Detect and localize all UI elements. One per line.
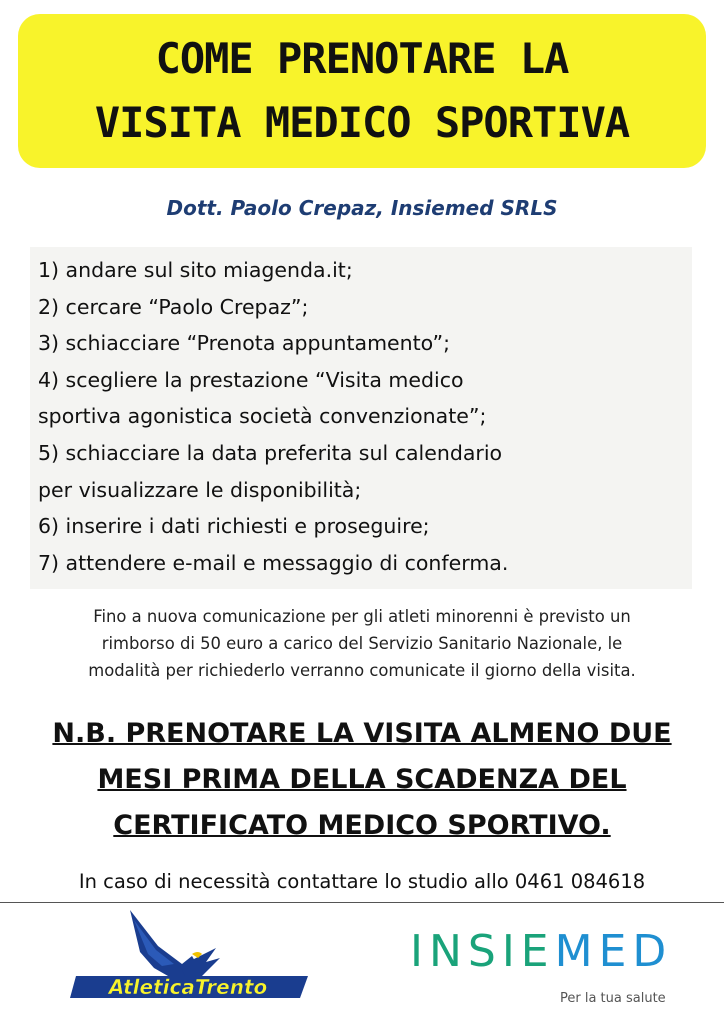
insiemed-wordmark	[410, 926, 672, 977]
author-line: Dott. Paolo Crepaz, Insiemed SRLS	[166, 196, 558, 220]
nb-line: MESI PRIMA DELLA SCADENZA DEL	[97, 764, 627, 795]
nb-line: N.B. PRENOTARE LA VISITA ALMENO DUE	[52, 718, 672, 749]
title-line-2: VISITA MEDICO SPORTIVA	[94, 98, 630, 147]
insiemed-logo	[410, 920, 700, 1020]
step-line: 2) cercare “Paolo Crepaz”;	[38, 294, 309, 319]
nb-line: CERTIFICATO MEDICO SPORTIVO.	[113, 810, 611, 841]
atletica-wordmark: AtleticaTrento	[108, 975, 268, 999]
info-line: modalità per richiederlo verranno comunicate il giorno della visita.	[88, 661, 636, 680]
step-line: 3) schiacciare “Prenota appuntamento”;	[38, 331, 451, 356]
reimbursement-note	[16, 603, 708, 684]
eagle-icon	[70, 906, 310, 1016]
step-line: sportiva agonistica società convenzionate”;	[38, 404, 487, 429]
insiemed-tagline: Per la tua salute	[560, 991, 666, 1006]
info-line: Fino a nuova comunicazione per gli atleti minorenni è previsto un	[93, 607, 631, 626]
title-line-1: COME PRENOTARE LA	[155, 34, 569, 83]
step-line: 1) andare sul sito miagenda.it;	[38, 258, 353, 282]
info-line: rimborso di 50 euro a carico del Servizio Sanitario Nazionale, le	[101, 634, 623, 653]
atletica-trento-logo	[70, 906, 310, 1016]
insiemed-word-green: INSIE	[410, 926, 555, 977]
step-line: 5) schiacciare la data preferita sul calendario	[38, 440, 503, 465]
step-line: per visualizzare le disponibilità;	[38, 477, 362, 502]
contact-line: In caso di necessità contattare lo studio allo 0461 084618	[78, 870, 646, 893]
steps-list	[38, 252, 678, 581]
step-line: 4) scegliere la prestazione “Visita medico	[38, 367, 464, 392]
step-line: 7) attendere e-mail e messaggio di conferma.	[38, 550, 509, 575]
step-line: 6) inserire i dati richiesti e proseguire;	[38, 514, 430, 539]
footer-divider	[0, 902, 724, 903]
insiemed-word-blue: MED	[554, 926, 673, 977]
title-banner	[18, 14, 706, 168]
nb-warning	[8, 711, 716, 849]
